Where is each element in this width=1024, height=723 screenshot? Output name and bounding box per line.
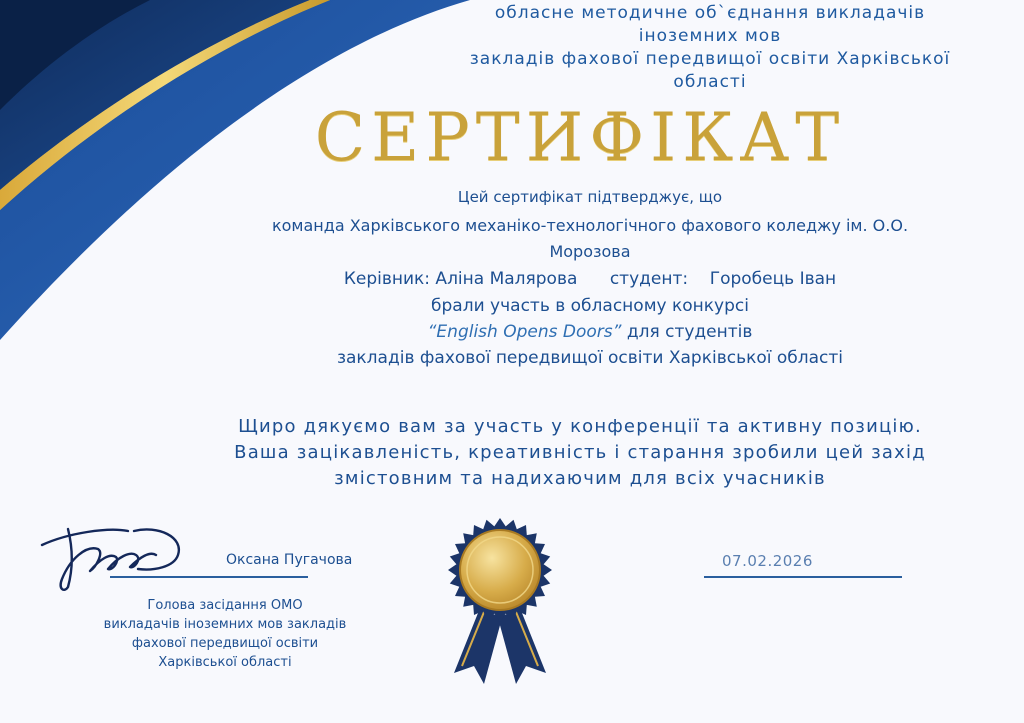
header-line-1: обласне методичне об`єднання викладачів <box>494 3 926 23</box>
confirm-text: Цей сертифікат підтверджує, що <box>457 188 723 206</box>
contest-name: “English Opens Doors” <box>427 322 622 342</box>
role-line-2: викладачів іноземних мов закладів <box>103 617 347 632</box>
team-line-1: команда Харківського механіко-технологічного фахового коледжу ім. О.О. <box>271 216 909 235</box>
role-line-3: фахової передвищої освіти <box>131 636 319 651</box>
signer-role <box>80 596 370 672</box>
certificate-title: СЕРТИФІКАТ <box>314 99 846 176</box>
date-line <box>704 576 902 578</box>
header-line-3: закладів фахової передвищої освіти Харківської <box>469 49 951 69</box>
participated-text: брали участь в обласному конкурсі <box>431 296 749 316</box>
signature-line <box>110 576 308 578</box>
signer-name: Оксана Пугачова <box>226 552 353 568</box>
team-line-2: Морозова <box>549 242 631 261</box>
thanks-paragraph <box>200 414 960 492</box>
header-line-4: області <box>673 72 747 92</box>
header-line-2: іноземних мов <box>638 26 782 46</box>
for-students-text: для студентів <box>621 322 753 342</box>
handwritten-signature <box>38 515 188 595</box>
thanks-line-2: Ваша зацікавленість, креативність і старання зробили цей захід <box>234 442 926 463</box>
date-value: 07.02.2026 <box>722 552 813 570</box>
award-rosette-icon <box>440 508 560 686</box>
leader-student-line: Керівник: Аліна Малярова студент: Горобець Іван <box>343 269 837 289</box>
organization-header <box>440 2 980 94</box>
thanks-line-3: змістовним та надихаючим для всіх учасників <box>334 468 826 489</box>
contest-line <box>210 322 970 342</box>
role-line-1: Голова засідання ОМО <box>147 598 303 613</box>
institutions-text: закладів фахової передвищої освіти Харківської області <box>336 348 844 368</box>
role-line-4: Харківської області <box>158 655 292 670</box>
thanks-line-1: Щиро дякуємо вам за участь у конференції та активну позицію. <box>238 416 922 437</box>
